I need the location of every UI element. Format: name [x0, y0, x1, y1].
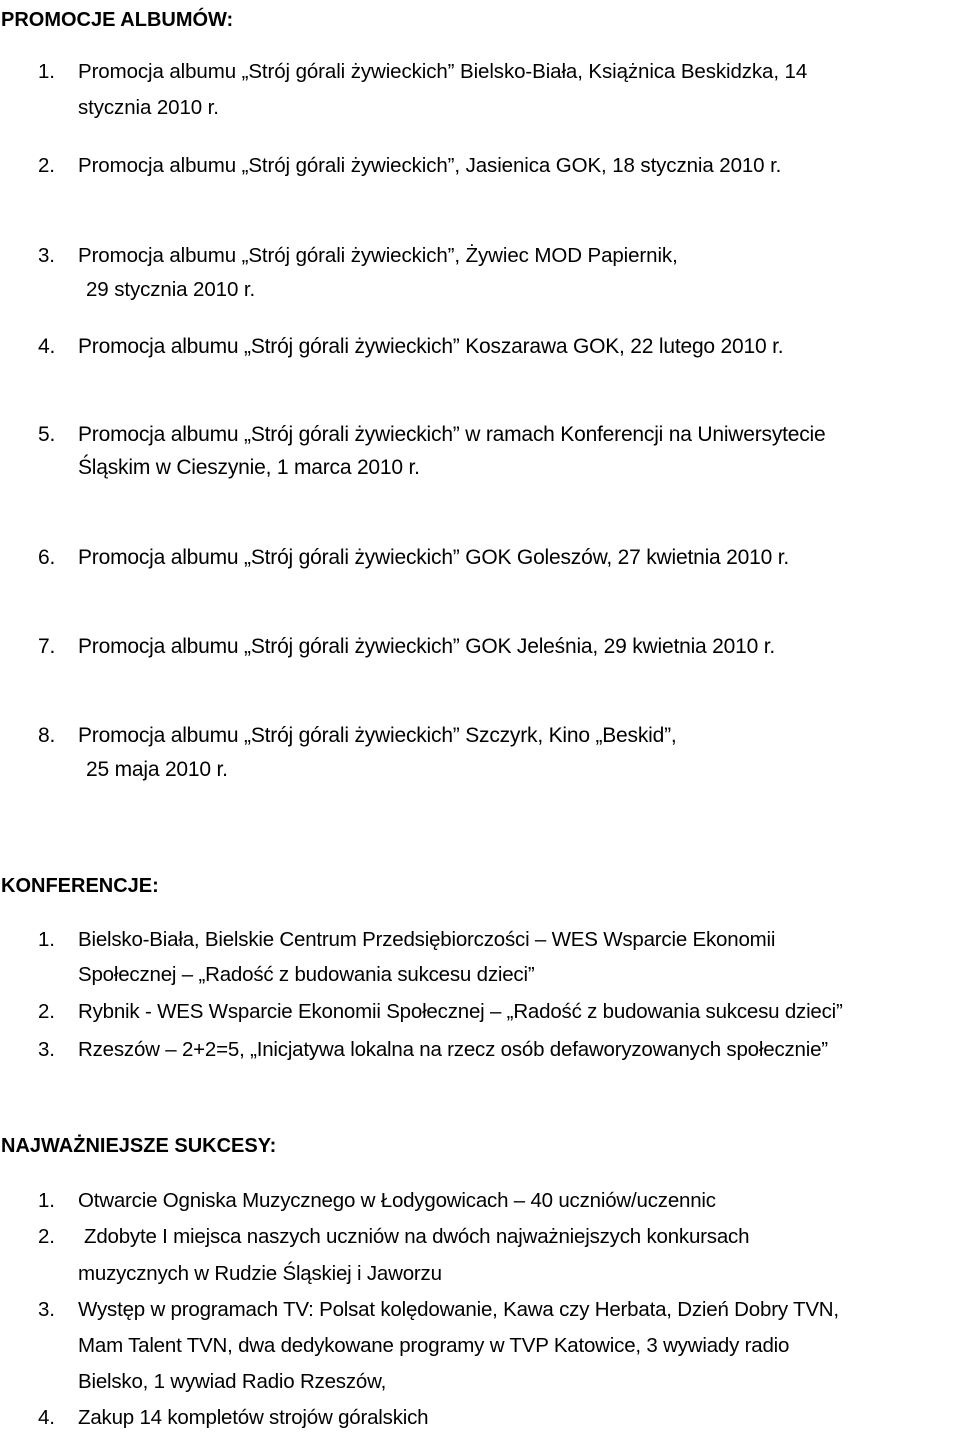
item-text: Występ w programach TV: Polsat kolędowanie, Kawa czy Herbata, Dzień Dobry TVN, [78, 1298, 839, 1321]
item-number: 2. [38, 1225, 55, 1248]
item-number: 5. [38, 423, 56, 446]
item-text: Zakup 14 kompletów strojów góralskich [78, 1406, 429, 1429]
item-text: Rzeszów – 2+2=5, „Inicjatywa lokalna na rzecz osób defaworyzowanych społecznie” [78, 1038, 828, 1061]
item-text-continued: 29 stycznia 2010 r. [86, 278, 256, 301]
item-text: Promocja albumu „Strój górali żywieckich” Bielsko-Biała, Książnica Beskidzka, 14 [78, 60, 808, 83]
item-text-continued: Bielsko, 1 wywiad Radio Rzeszów, [78, 1370, 387, 1393]
item-number: 3. [38, 244, 55, 267]
conferences-heading: KONFERENCJE: [1, 875, 159, 897]
item-text-continued: stycznia 2010 r. [78, 96, 219, 119]
item-text-continued: muzycznych w Rudzie Śląskiej i Jaworzu [78, 1262, 442, 1285]
item-text-continued: Społecznej – „Radość z budowania sukcesu dzieci” [78, 963, 535, 986]
item-text: Otwarcie Ogniska Muzycznego w Łodygowicach – 40 uczniów/uczennic [78, 1189, 716, 1212]
item-number: 3. [38, 1298, 55, 1321]
item-number: 7. [38, 635, 56, 658]
item-number: 1. [38, 60, 55, 83]
item-text: Promocja albumu „Strój górali żywieckich” GOK Goleszów, 27 kwietnia 2010 r. [78, 546, 789, 569]
item-text: Promocja albumu „Strój górali żywieckich”, Jasienica GOK, 18 stycznia 2010 r. [78, 154, 782, 177]
item-text: Zdobyte I miejsca naszych uczniów na dwóch najważniejszych konkursach [84, 1225, 750, 1248]
item-number: 2. [38, 1000, 55, 1023]
item-text: Rybnik - WES Wsparcie Ekonomii Społecznej – „Radość z budowania sukcesu dzieci” [78, 1000, 843, 1023]
key-successes-heading: NAJWAŻNIEJSZE SUKCESY: [1, 1135, 277, 1157]
item-number: 2. [38, 154, 55, 177]
item-number: 1. [38, 1189, 55, 1212]
item-text: Promocja albumu „Strój górali żywieckich”, Żywiec MOD Papiernik, [78, 244, 678, 267]
item-number: 8. [38, 724, 56, 747]
item-text: Bielsko-Biała, Bielskie Centrum Przedsiębiorczości – WES Wsparcie Ekonomii [78, 928, 776, 951]
item-number: 3. [38, 1038, 55, 1061]
item-text-continued: 25 maja 2010 r. [86, 758, 228, 781]
item-number: 4. [38, 335, 56, 358]
item-text: Promocja albumu „Strój górali żywieckich” w ramach Konferencji na Uniwersytecie [78, 423, 826, 446]
item-text: Promocja albumu „Strój górali żywieckich” GOK Jeleśnia, 29 kwietnia 2010 r. [78, 635, 775, 658]
item-text: Promocja albumu „Strój górali żywieckich” Szczyrk, Kino „Beskid”, [78, 724, 677, 747]
item-text: Promocja albumu „Strój górali żywieckich” Koszarawa GOK, 22 lutego 2010 r. [78, 335, 784, 358]
item-text-continued: Mam Talent TVN, dwa dedykowane programy w TVP Katowice, 3 wywiady radio [78, 1334, 790, 1357]
item-number: 4. [38, 1406, 55, 1429]
item-number: 6. [38, 546, 56, 569]
item-number: 1. [38, 928, 55, 951]
item-text-continued: Śląskim w Cieszynie, 1 marca 2010 r. [78, 456, 420, 479]
album-promotions-heading: PROMOCJE ALBUMÓW: [1, 9, 234, 31]
